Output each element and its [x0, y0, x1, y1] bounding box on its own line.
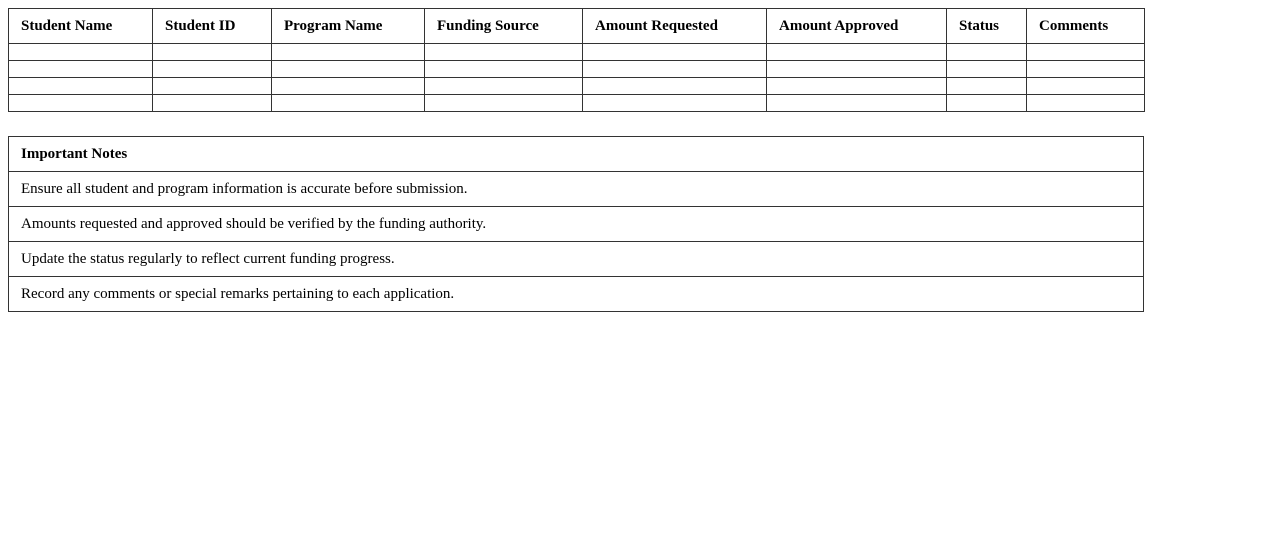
- table-cell[interactable]: [947, 95, 1027, 112]
- table-row: [9, 78, 1145, 95]
- col-funding-source: Funding Source: [425, 9, 583, 44]
- notes-table: [8, 136, 1144, 312]
- table-cell[interactable]: [947, 61, 1027, 78]
- col-status: Status: [947, 9, 1027, 44]
- table-cell[interactable]: [9, 44, 153, 61]
- table-cell[interactable]: [1027, 78, 1145, 95]
- table-cell[interactable]: [272, 61, 425, 78]
- table-cell[interactable]: [425, 95, 583, 112]
- col-comments: Comments: [1027, 9, 1145, 44]
- table-cell[interactable]: [425, 61, 583, 78]
- table-cell[interactable]: [9, 78, 153, 95]
- table-cell[interactable]: [583, 78, 767, 95]
- table-cell[interactable]: [425, 44, 583, 61]
- table-cell[interactable]: [947, 44, 1027, 61]
- table-cell[interactable]: [153, 78, 272, 95]
- col-amount-approved: Amount Approved: [767, 9, 947, 44]
- table-cell[interactable]: [583, 61, 767, 78]
- table-cell[interactable]: [153, 95, 272, 112]
- col-program-name: Program Name: [272, 9, 425, 44]
- note-item: Update the status regularly to reflect current funding progress.: [9, 242, 1144, 277]
- table-cell[interactable]: [272, 95, 425, 112]
- table-cell[interactable]: [583, 44, 767, 61]
- table-cell[interactable]: [272, 44, 425, 61]
- funding-table: [8, 8, 1145, 112]
- table-row: [9, 44, 1145, 61]
- table-cell[interactable]: [153, 61, 272, 78]
- table-cell[interactable]: [767, 78, 947, 95]
- table-cell[interactable]: [425, 78, 583, 95]
- col-amount-requested: Amount Requested: [583, 9, 767, 44]
- note-item: Record any comments or special remarks pertaining to each application.: [9, 277, 1144, 312]
- col-student-id: Student ID: [153, 9, 272, 44]
- table-cell[interactable]: [583, 95, 767, 112]
- table-row: [9, 95, 1145, 112]
- table-cell[interactable]: [767, 95, 947, 112]
- notes-title: Important Notes: [9, 137, 1144, 172]
- table-cell[interactable]: [272, 78, 425, 95]
- table-cell[interactable]: [1027, 61, 1145, 78]
- note-item: Amounts requested and approved should be verified by the funding authority.: [9, 207, 1144, 242]
- header-row: [9, 9, 1145, 44]
- table-cell[interactable]: [1027, 44, 1145, 61]
- table-cell[interactable]: [947, 78, 1027, 95]
- col-student-name: Student Name: [9, 9, 153, 44]
- table-cell[interactable]: [1027, 95, 1145, 112]
- table-cell[interactable]: [9, 61, 153, 78]
- table-row: [9, 61, 1145, 78]
- table-cell[interactable]: [767, 44, 947, 61]
- note-item: Ensure all student and program information is accurate before submission.: [9, 172, 1144, 207]
- table-cell[interactable]: [767, 61, 947, 78]
- table-cell[interactable]: [153, 44, 272, 61]
- table-cell[interactable]: [9, 95, 153, 112]
